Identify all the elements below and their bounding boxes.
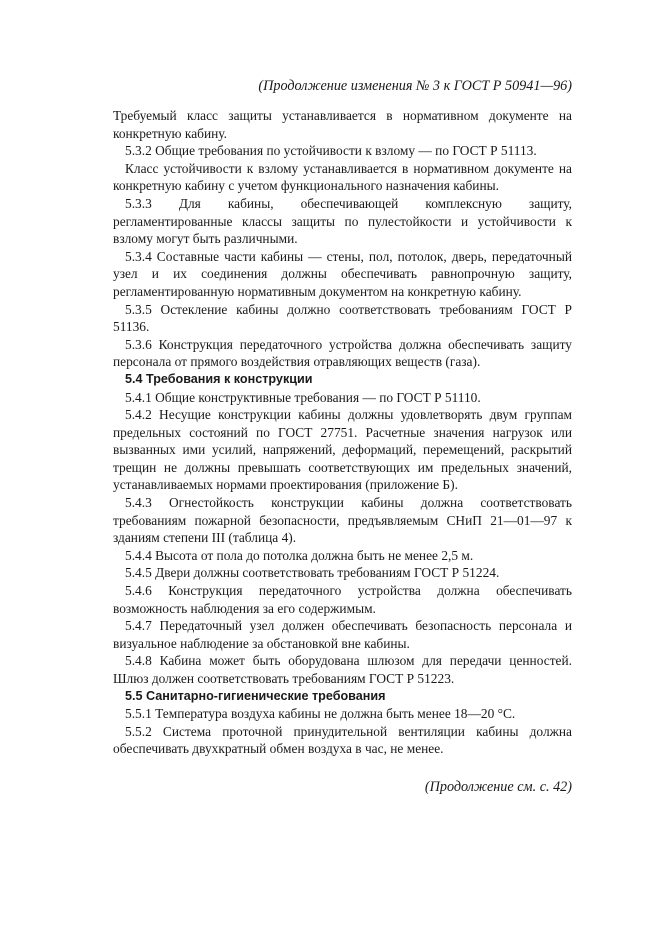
continuation-header: (Продолжение изменения № 3 к ГОСТ Р 50941—96) [258,78,572,94]
paragraph: 5.4.8 Кабина может быть оборудована шлюзом для передачи ценностей. Шлюз должен соответствовать требованиям ГОСТ Р 51223. [113,653,572,686]
paragraph: 5.4.1 Общие конструктивные требования — по ГОСТ Р 51110. [125,389,481,405]
paragraph: 5.5.2 Система проточной принудительной вентиляции кабины должна обеспечивать двухкратный обмен воздуха в час, не менее. [113,723,572,757]
paragraph: 5.4.4 Высота от пола до потолка должна быть не менее 2,5 м. [125,547,474,563]
section-heading: 5.5 Санитарно-гигиенические требования [125,688,386,703]
paragraph: 5.3.4 Составные части кабины — стены, пол, потолок, дверь, передаточный узел и их соединения должны обеспечивать равнопрочную защиту, регламентированную нормативным документом на конкретную кабину. [113,248,572,299]
paragraph: Требуемый класс защиты устанавливается в нормативном документе на конкретную кабину. [113,108,572,141]
paragraph: 5.3.2 Общие требования по устойчивости к взлому — по ГОСТ Р 51113. [125,143,537,159]
paragraph: 5.3.3 Для кабины, обеспечивающей комплексную защиту, регламентированные классы защиты по пулестойкости и устойчивости к взлому могут быть различными. [113,195,572,247]
section-heading: 5.4 Требования к конструкции [125,371,313,386]
paragraph: 5.4.3 Огнестойкость конструкции кабины должна соответствовать требованиям пожарной безопасности, предъявляемым СНиП 21—01—97 к зданиям степени III (таблица 4). [113,495,572,546]
continuation-footer: (Продолжение см. с. 42) [424,778,572,795]
paragraph: 5.5.1 Температура воздуха кабины не должна быть менее 18—20 °С. [125,706,516,722]
paragraph: 5.3.5 Остекление кабины должно соответствовать требованиям ГОСТ Р 51136. [113,301,572,335]
paragraph: Класс устойчивости к взлому устанавливается в нормативном документе на конкретную кабину с учетом функционального назначения кабины. [113,160,572,194]
paragraph: 5.4.2 Несущие конструкции кабины должны удовлетворять двум группам предельных состояний по ГОСТ 27751. Расчетные значения нагрузок или вызванных ими усилий, напряжений, деформаций, перемещений, раскрытий трещин не должны превышать соответствующих им предельных значений, устанавливаемых нормами проектирования (приложение Б). [113,407,572,493]
document-body [113,107,572,758]
document-page [113,76,572,797]
paragraph: 5.4.6 Конструкция передаточного устройства должна обеспечивать возможность наблюдения за его содержимым. [113,583,572,616]
paragraph: 5.4.5 Двери должны соответствовать требованиям ГОСТ Р 51224. [125,565,500,581]
paragraph: 5.3.6 Конструкция передаточного устройства должна обеспечивать защиту персонала от прямого воздействия отравляющих веществ (газа). [113,336,572,370]
paragraph: 5.4.7 Передаточный узел должен обеспечивать безопасность персонала и визуальное наблюдение за обстановкой вне кабины. [113,618,572,651]
